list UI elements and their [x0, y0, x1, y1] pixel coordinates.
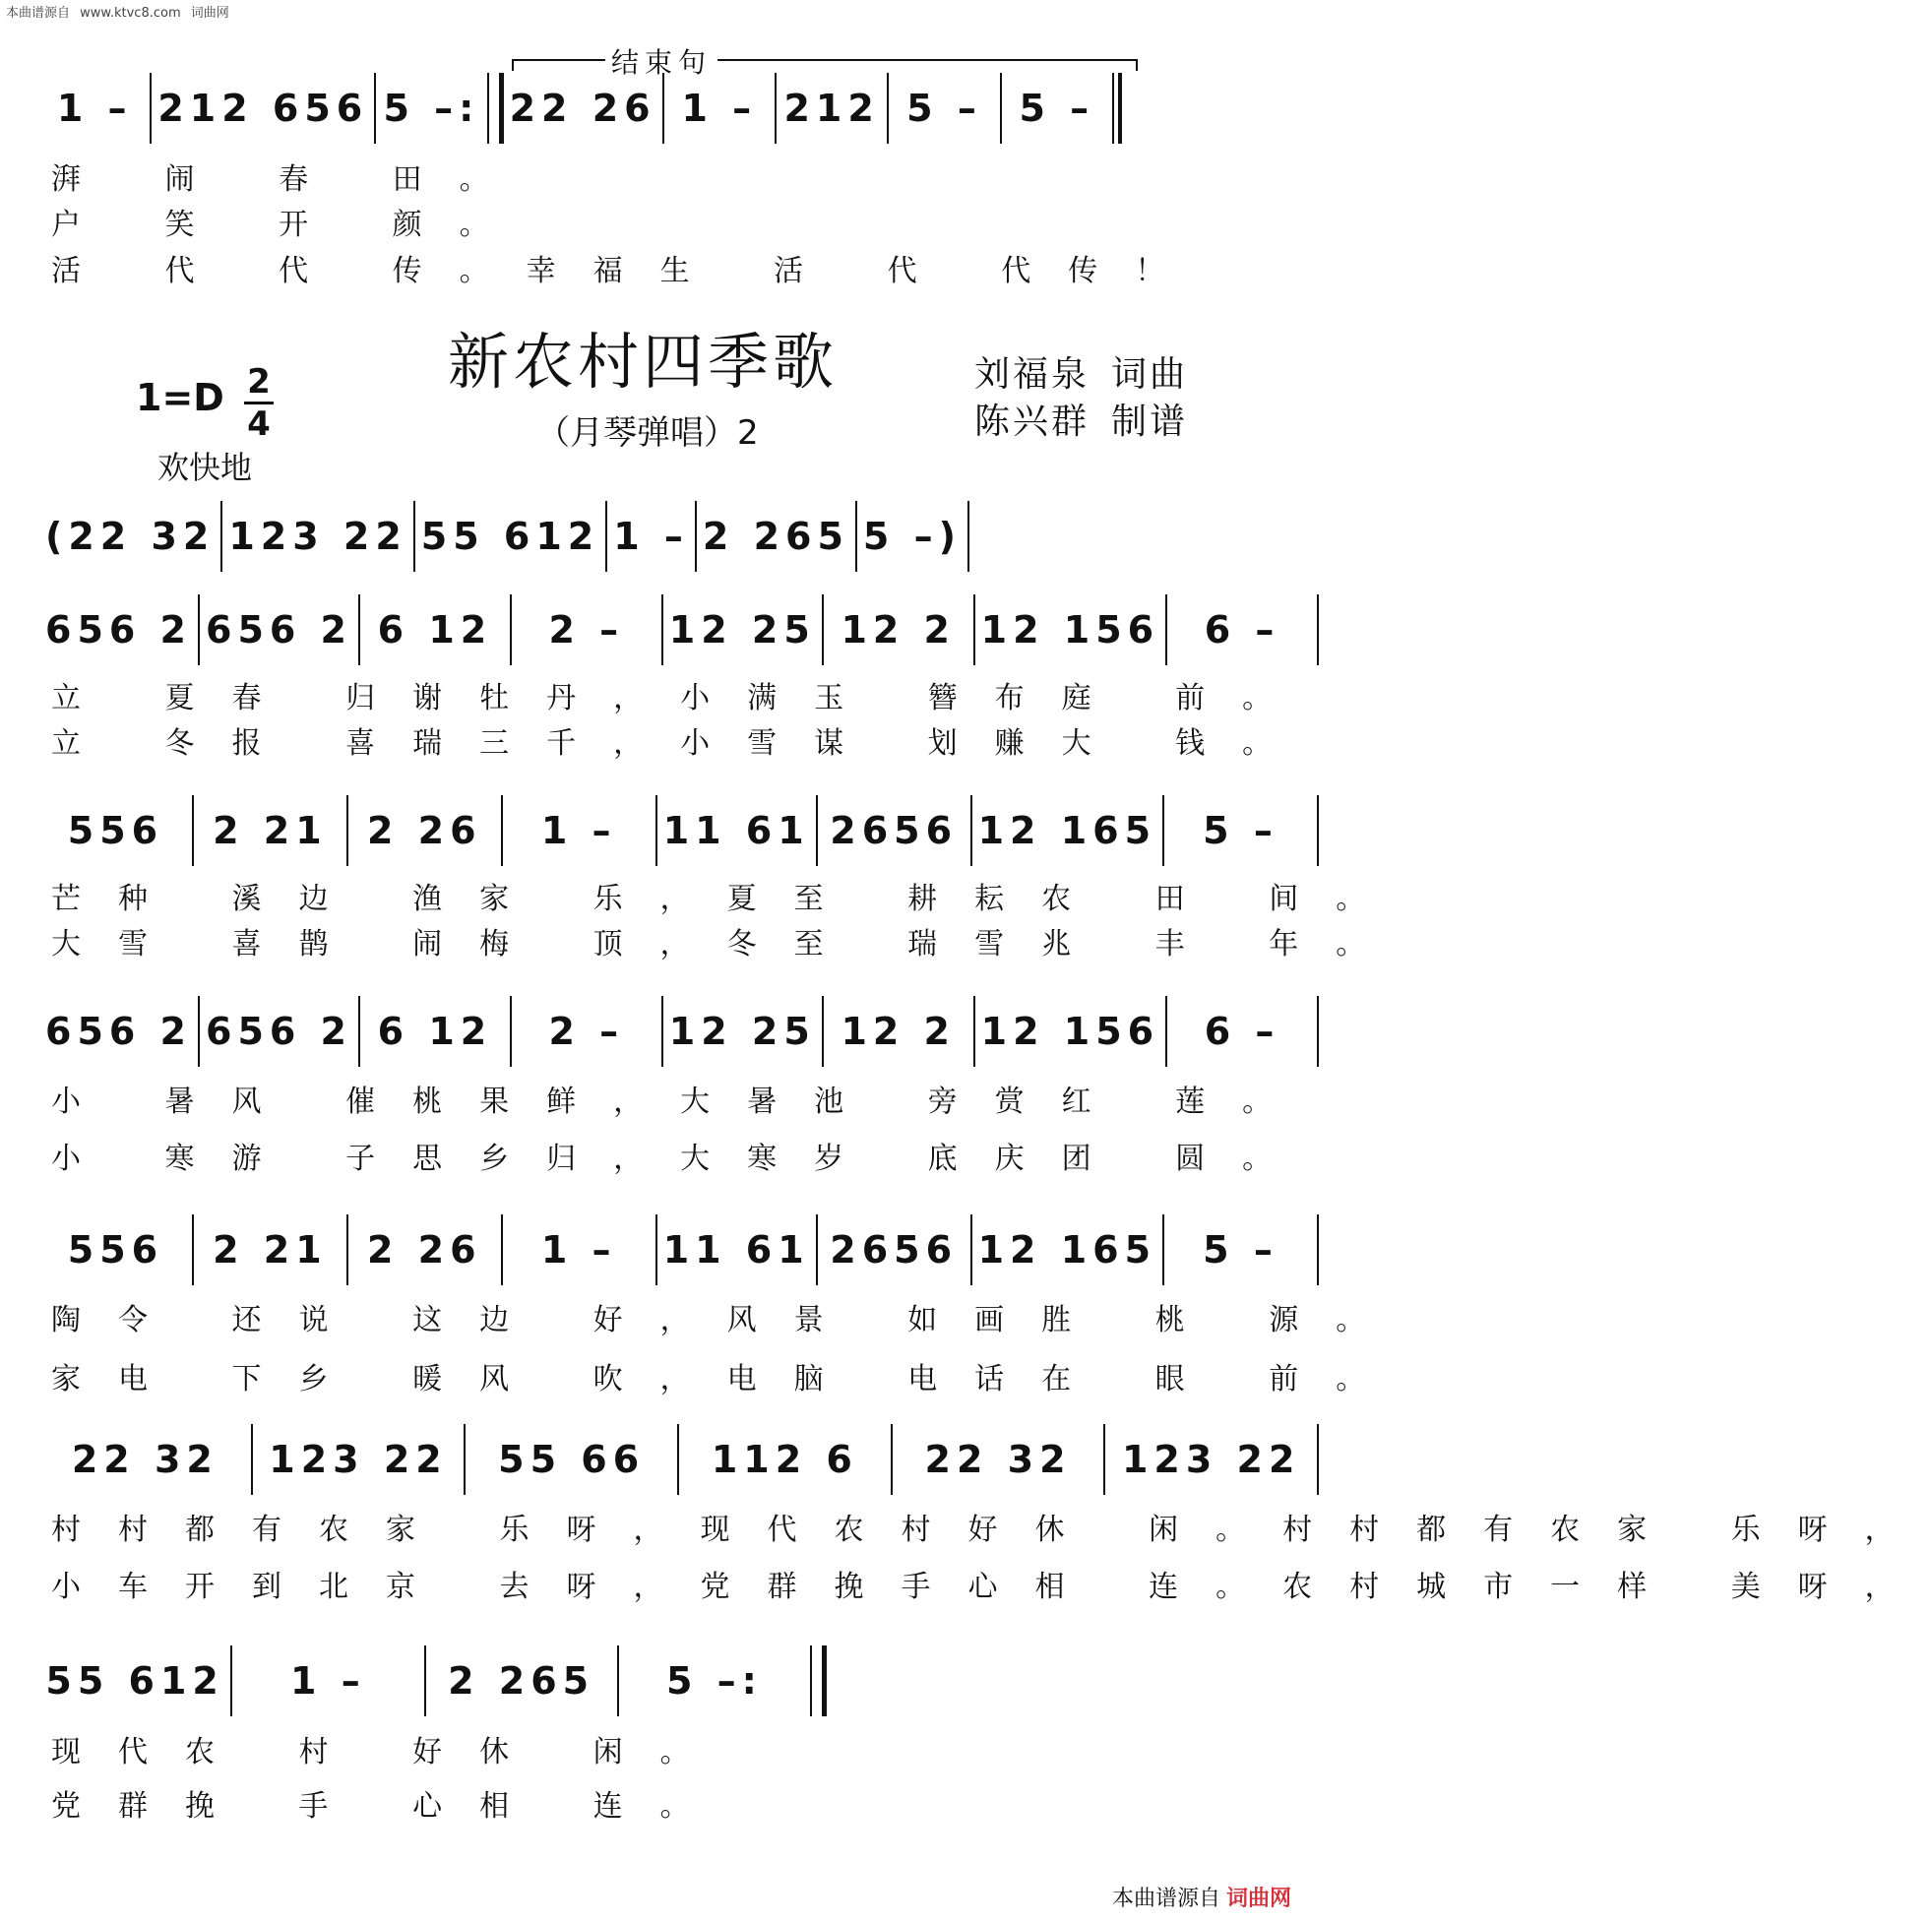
measure: 12 25	[668, 1010, 816, 1053]
header-site-right: 词曲网	[190, 6, 229, 21]
time-top: 2	[247, 362, 271, 402]
measure: 6 –	[1204, 608, 1280, 651]
measure: 1 –	[681, 87, 758, 130]
lyric-line: 芒种 溪边 渔家 乐，夏至 耕耘农 田 间。	[51, 882, 1403, 916]
measure: 5 –	[1203, 809, 1278, 852]
site-footer	[1112, 1882, 1291, 1912]
lyric-line: 湃 闹 春 田。	[51, 162, 527, 197]
notation-system	[39, 992, 1319, 1071]
measure: 12 2	[841, 1010, 956, 1053]
song-subtitle: （月琴弹唱）2	[536, 413, 759, 453]
arranger-credit	[974, 394, 1188, 444]
lyric-line: 小车开到北京 去呀，党群挽手心相 连。农村城市一样 美呀，	[51, 1570, 1932, 1604]
barline	[1317, 996, 1319, 1067]
measure: 656 2	[45, 608, 192, 651]
measure: 2 21	[213, 809, 328, 852]
measure: 1 –	[56, 87, 133, 130]
barline	[1317, 1424, 1319, 1495]
measure: 212 656	[157, 87, 369, 130]
time-bottom: 4	[247, 404, 271, 444]
measure: 11 61	[662, 809, 810, 852]
measure: 12 165	[977, 1228, 1157, 1272]
measure: 123 22	[228, 515, 407, 558]
measure: 656 2	[206, 1010, 352, 1053]
measure: 2 –	[548, 1010, 625, 1053]
measure: 22 32	[71, 1438, 218, 1481]
measure-row	[39, 69, 1122, 148]
measure: 5 –)	[862, 515, 962, 558]
measure: 5 –	[1019, 87, 1095, 130]
header-url[interactable]: www.ktvc8.com	[80, 6, 181, 21]
lyricist-credit	[974, 346, 1188, 397]
measure-row	[39, 992, 1319, 1071]
measure: 12 156	[980, 1010, 1160, 1053]
measure: 123 22	[1121, 1438, 1301, 1481]
lyric-line: 小 暑风 催桃果鲜，大暑池 旁赏红 莲。	[51, 1085, 1310, 1119]
tempo-marking: 欢快地	[157, 449, 253, 486]
lyric-line: 小 寒游 子思乡归，大寒岁 底庆团 圆。	[51, 1142, 1310, 1176]
barline	[1317, 795, 1319, 866]
measure: 55 612	[420, 515, 600, 558]
barline	[1317, 594, 1319, 665]
measure: 1 –	[613, 515, 689, 558]
measure: (22 32	[45, 515, 216, 558]
measure-row	[39, 590, 1319, 669]
barline	[810, 1645, 827, 1716]
measure: 6 12	[377, 608, 493, 651]
arranger-name: 陈兴群	[974, 402, 1091, 442]
barline	[967, 501, 969, 572]
notation-system	[39, 1642, 827, 1720]
measure: 1 –	[540, 809, 617, 852]
lyric-line: 现代农 村 好休 闲。	[51, 1735, 727, 1769]
measure: 556	[67, 809, 164, 852]
measure: 1 –	[540, 1228, 617, 1272]
lyric-line: 立 冬报 喜瑞三千，小雪谋 划赚大 钱。	[51, 726, 1310, 761]
measure: 22 26	[509, 87, 656, 130]
lyricist-role: 词曲	[1111, 354, 1189, 395]
measure: 2 21	[213, 1228, 328, 1272]
lyric-line: 陶令 还说 这边 好，风景 如画胜 桃 源。	[51, 1303, 1403, 1337]
notation-system	[39, 497, 962, 576]
lyric-line: 立 夏春 归谢牡丹，小满玉 簪布庭 前。	[51, 681, 1310, 715]
measure: 1 –	[290, 1659, 366, 1703]
measure: 6 –	[1204, 1010, 1280, 1053]
measure: 55 612	[45, 1659, 224, 1703]
measure-row	[39, 791, 1319, 870]
measure: 5 –	[906, 87, 982, 130]
song-title: 新农村四季歌	[448, 326, 839, 398]
measure: 22 32	[924, 1438, 1072, 1481]
lyric-line: 家电 下乡 暖风 吹，电脑 电话在 眼 前。	[51, 1362, 1403, 1396]
key-signature: 1=D	[136, 376, 224, 419]
notation-system	[39, 1210, 1319, 1289]
measure-row	[39, 1210, 1319, 1289]
arranger-role: 制谱	[1111, 402, 1189, 442]
measure-row	[39, 497, 962, 576]
lyricist-name: 刘福泉	[974, 354, 1091, 395]
notation-system	[39, 69, 1122, 148]
measure: 11 61	[662, 1228, 810, 1272]
measure: 2 –	[548, 608, 625, 651]
measure: 12 156	[980, 608, 1160, 651]
lyric-line: 大雪 喜鹊 闹梅 顶，冬至 瑞雪兆 丰 年。	[51, 927, 1403, 962]
lyric-line: 村村都有农家 乐呀，现代农村好休 闲。村村都有农家 乐呀，	[51, 1513, 1932, 1547]
measure-row	[39, 1642, 827, 1720]
measure: 123 22	[269, 1438, 448, 1481]
notation-system	[39, 791, 1319, 870]
measure: 112 6	[711, 1438, 858, 1481]
footer-brand: 词曲网	[1226, 1887, 1292, 1911]
measure: 5 –:	[665, 1659, 763, 1703]
measure: 2656	[830, 1228, 959, 1272]
measure: 2656	[830, 809, 959, 852]
time-signature	[244, 364, 274, 442]
measure: 2 265	[448, 1659, 595, 1703]
barline	[1317, 1214, 1319, 1285]
coda-label: 结束句	[605, 41, 717, 81]
measure: 12 165	[977, 809, 1157, 852]
coda-bracket-right	[1136, 59, 1138, 71]
measure: 5 –	[1203, 1228, 1278, 1272]
lyric-line: 户 笑 开 颜。	[51, 208, 527, 242]
measure: 656 2	[45, 1010, 192, 1053]
lyric-line: 活 代 代 传。幸福生 活 代 代传！	[51, 254, 1203, 288]
measure: 2 265	[702, 515, 849, 558]
header-site-left: 本曲谱源自	[6, 6, 71, 21]
measure: 55 66	[498, 1438, 646, 1481]
barline	[487, 73, 504, 144]
measure-row	[39, 1420, 1319, 1499]
notation-system	[39, 1420, 1319, 1499]
measure: 656 2	[206, 608, 352, 651]
lyric-line: 党群挽 手 心相 连。	[51, 1789, 727, 1824]
measure: 556	[67, 1228, 164, 1272]
notation-system	[39, 590, 1319, 669]
measure: 212	[783, 87, 880, 130]
measure: 12 2	[841, 608, 956, 651]
measure: 5 –:	[383, 87, 480, 130]
measure: 2 26	[367, 809, 482, 852]
site-header	[6, 2, 229, 21]
footer-source-text: 本曲谱源自	[1112, 1887, 1221, 1911]
measure: 2 26	[367, 1228, 482, 1272]
measure: 6 12	[377, 1010, 493, 1053]
measure: 12 25	[668, 608, 816, 651]
barline	[1112, 73, 1122, 144]
